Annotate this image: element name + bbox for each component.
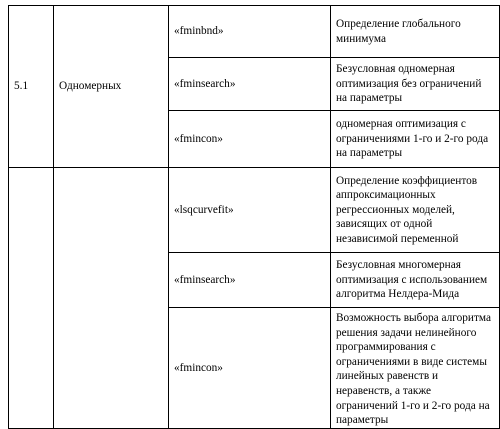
function-description-cell: Определение коэффициентов аппроксимационных регрессионных моделей, зависящих от одной независимой переменной	[331, 168, 500, 253]
function-name-cell: «fminsearch»	[169, 253, 331, 308]
function-name-cell: «fminbnd»	[169, 6, 331, 58]
optimization-type-cell	[54, 168, 169, 429]
section-number-cell	[9, 168, 54, 429]
function-description-cell: одномерная оптимизация с ограничениями 1-го и 2-го рода на параметры	[331, 111, 500, 168]
function-description-cell: Безусловная одномерная оптимизация без ограничений на параметры	[331, 58, 500, 111]
function-name-cell: «lsqcurvefit»	[169, 168, 331, 253]
section-number-cell: 5.1	[9, 6, 54, 168]
function-name-cell: «fmincon»	[169, 308, 331, 429]
function-name-cell: «fmincon»	[169, 111, 331, 168]
optimization-functions-table	[8, 5, 500, 429]
function-description-cell: Безусловная многомерная оптимизация с использованием алгоритма Нелдера-Мида	[331, 253, 500, 308]
function-description-cell: Возможность выбора алгоритма решения задачи нелинейного программирования с ограничениями в виде системы линейных равенств и неравенств, а также ограничений 1-го и 2-го рода на параметры	[331, 308, 500, 429]
table-row	[9, 6, 500, 58]
function-description-cell: Определение глобального минимума	[331, 6, 500, 58]
table-row	[9, 168, 500, 253]
function-name-cell: «fminsearch»	[169, 58, 331, 111]
optimization-type-cell: Одномерных	[54, 6, 169, 168]
